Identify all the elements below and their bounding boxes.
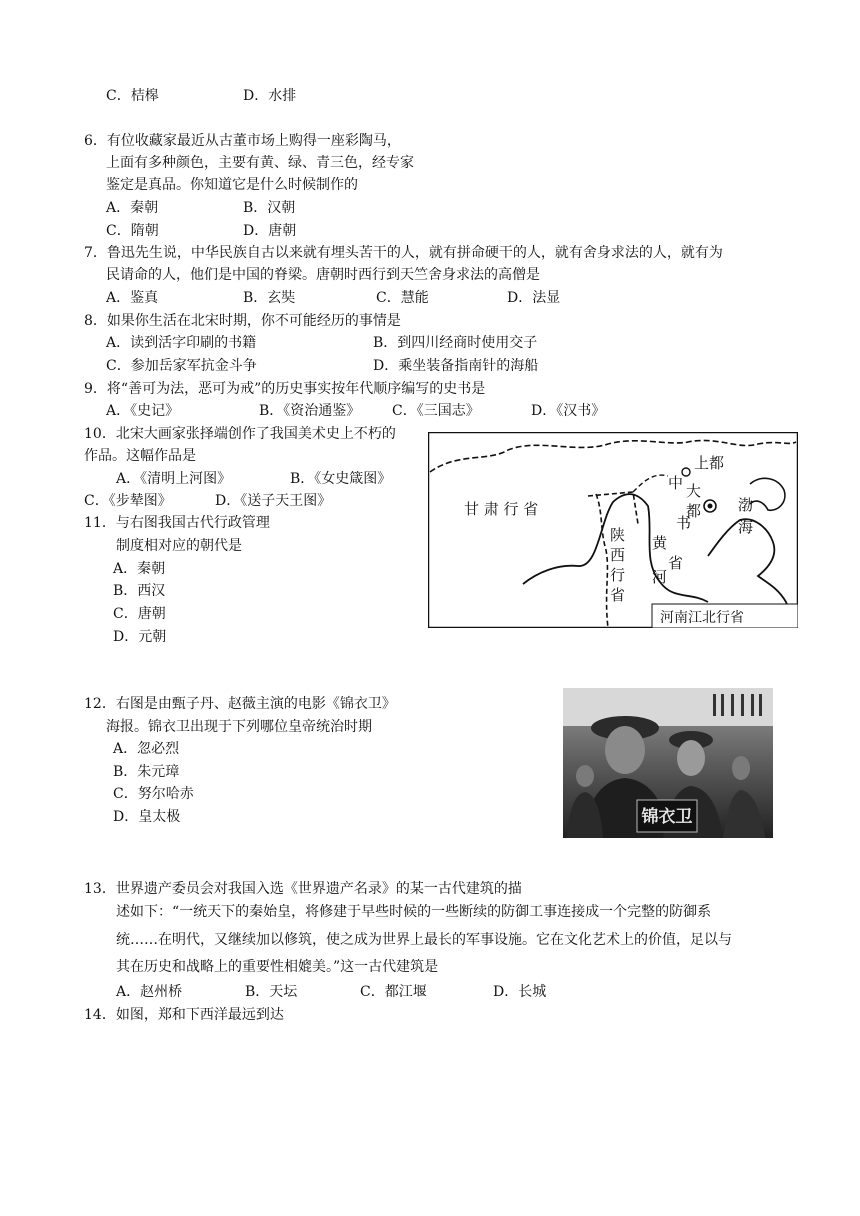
q6-option-a: A．秦朝 [106, 200, 159, 216]
q7-stem-line2: 民请命的人，他们是中国的脊梁。唐朝时西行到天竺舍身求法的高僧是 [106, 267, 540, 283]
q7-option-c: C．慧能 [376, 290, 429, 306]
map-label-da: 大 [686, 482, 702, 500]
q6-stem-line3: 鉴定是真品。你知道它是什么时候制作的 [106, 177, 358, 193]
map-label-shu: 书 [676, 514, 692, 532]
q6-stem-line2: 上面有多种颜色，主要有黄、绿、青三色，经专家 [106, 155, 414, 171]
q12-option-a: A．忽必烈 [113, 741, 180, 757]
map-label-henan: 河南江北行省 [660, 610, 744, 626]
q11-stem-line1: 11．与右图我国古代行政管理 [84, 515, 270, 531]
q7-stem-line1: 7．鲁迅先生说，中华民族自古以来就有埋头苦干的人，就有拼命硬干的人，就有舍身求法的人，就有为 [84, 245, 723, 261]
map-label-shangdu: 上都 [694, 454, 725, 472]
movie-poster-image [563, 688, 773, 838]
q10-option-a: A．《清明上河图》 [116, 471, 232, 487]
map-label-shaanxi-2: 西 [610, 546, 626, 564]
map-label-shaanxi-4: 省 [610, 586, 626, 604]
map-label-shaanxi-3: 行 [610, 566, 626, 584]
q7-option-a: A．鉴真 [106, 290, 159, 306]
q13-stem-line1: 13．世界遗产委员会对我国入选《世界遗产名录》的某一古代建筑的描 [84, 881, 522, 897]
q12-option-b: B．朱元璋 [113, 764, 180, 780]
q10-option-d: D．《送子天王图》 [215, 493, 332, 509]
q10-option-b: B．《女史箴图》 [290, 471, 392, 487]
q9-option-a: A．《史记》 [106, 403, 180, 419]
q9-option-d: D．《汉书》 [531, 403, 606, 419]
q9-option-c: C．《三国志》 [392, 403, 480, 419]
q12-option-d: D．皇太极 [113, 809, 181, 825]
q13-stem-line2: 述如下：“一统天下的秦始皇，将修建于早些时候的一些断续的防御工事连接成一个完整的防御系 [116, 904, 712, 920]
q11-stem-line2: 制度相对应的朝代是 [116, 538, 242, 554]
q13-option-c: C．都江堰 [360, 984, 427, 1000]
map-label-he: 河 [652, 568, 668, 586]
q8-option-c: C．参加岳家军抗金斗争 [106, 358, 257, 374]
map-label-hai: 海 [738, 518, 754, 536]
q13-stem-line4: 其在历史和战略上的重要性相媲美。”这一古代建筑是 [116, 959, 439, 975]
map-label-huang: 黄 [652, 534, 668, 552]
q10-option-c: C．《步辇图》 [84, 493, 172, 509]
q9-stem: 9．将“善可为法，恶可为戒”的历史事实按年代顺序编写的史书是 [84, 381, 486, 397]
map-label-bo: 渤 [738, 496, 754, 514]
q11-option-d: D．元朝 [113, 629, 167, 645]
q8-option-d: D．乘坐装备指南针的海船 [373, 358, 539, 374]
q12-stem-line1: 12．右图是由甄子丹、赵薇主演的电影《锦衣卫》 [84, 696, 396, 712]
map-label-zhong: 中 [668, 474, 684, 492]
q6-option-c: C．隋朝 [106, 223, 159, 239]
q8-option-b: B．到四川经商时使用交子 [373, 335, 538, 351]
q10-stem-line2: 作品。这幅作品是 [84, 448, 196, 464]
map-label-shaanxi-1: 陕 [610, 526, 626, 544]
q8-option-a: A．读到活字印刷的书籍 [106, 335, 257, 351]
q13-option-d: D．长城 [493, 984, 547, 1000]
yuan-province-map [428, 432, 798, 628]
q14-stem: 14．如图，郑和下西洋最远到达 [84, 1007, 284, 1023]
q11-option-c: C．唐朝 [113, 606, 166, 622]
q13-stem-line3: 统……在明代，又继续加以修筑，使之成为世界上最长的军事设施。它在文化艺术上的价值，足以与 [116, 932, 732, 948]
map-label-sheng: 省 [668, 554, 684, 572]
q5-option-c: C．桔槔 [106, 88, 159, 104]
q12-option-c: C．努尔哈赤 [113, 786, 194, 802]
q11-option-b: B．西汉 [113, 583, 166, 599]
q7-option-d: D．法显 [507, 290, 561, 306]
q6-stem-line1: 6．有位收藏家最近从古董市场上购得一座彩陶马， [84, 133, 401, 149]
q5-option-d: D．水排 [243, 88, 297, 104]
q9-option-b: B．《资治通鉴》 [259, 403, 361, 419]
q12-stem-line2: 海报。锦衣卫出现于下列哪位皇帝统治时期 [106, 719, 372, 735]
poster-title: 锦衣卫 [641, 807, 693, 827]
q7-option-b: B．玄奘 [243, 290, 296, 306]
q10-stem-line1: 10．北宋大画家张择端创作了我国美术史上不朽的 [84, 426, 396, 442]
q6-option-d: D．唐朝 [243, 223, 297, 239]
map-label-du: 都 [686, 502, 702, 520]
q13-option-b: B．天坛 [245, 984, 298, 1000]
q6-option-b: B．汉朝 [243, 200, 296, 216]
map-label-gansu: 甘 肃 行 省 [464, 500, 539, 518]
q8-stem: 8．如果你生活在北宋时期，你不可能经历的事情是 [84, 313, 401, 329]
q13-option-a: A．赵州桥 [116, 984, 183, 1000]
q11-option-a: A．秦朝 [113, 561, 166, 577]
